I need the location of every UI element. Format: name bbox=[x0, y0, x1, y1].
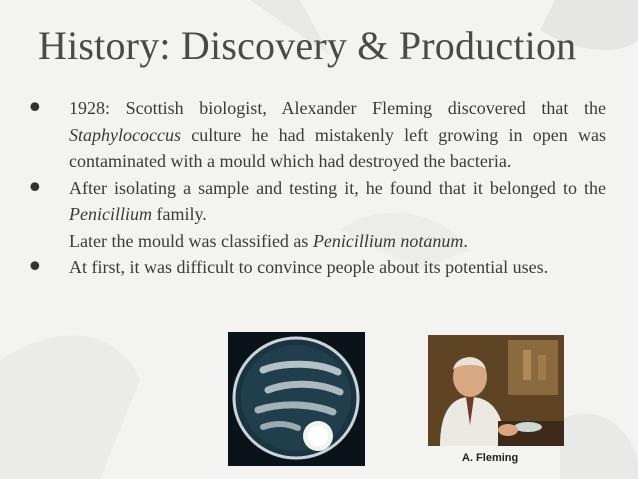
bullet-list bbox=[26, 91, 606, 285]
text-run: . bbox=[463, 230, 468, 251]
text-run: After isolating a sample and testing it, he found that it belonged to the bbox=[69, 177, 606, 198]
text-run: culture he had mistakenly left growing in open was contaminated with a mould which had destroyed the bacteria. bbox=[69, 124, 606, 171]
fleming-portrait-image bbox=[428, 335, 564, 446]
text-run: family. bbox=[151, 204, 207, 224]
petri-dish-image bbox=[228, 332, 365, 466]
bullet-dot-icon: • bbox=[26, 91, 44, 126]
italic-text: Penicillium notanum bbox=[312, 230, 464, 251]
italic-text: Penicillium bbox=[69, 204, 152, 224]
texture-shape bbox=[0, 335, 140, 479]
bullet-text bbox=[69, 95, 606, 175]
texture-shape bbox=[560, 414, 638, 479]
bullet-text bbox=[69, 228, 606, 255]
bullet-dot-icon: • bbox=[26, 250, 44, 285]
bullet-text bbox=[69, 175, 606, 228]
text-run: 1928: Scottish biologist, Alexander Fleming discovered that the bbox=[69, 98, 606, 118]
bullet-dot-icon: • bbox=[26, 170, 44, 206]
slide-title: History: Discovery & Production bbox=[38, 23, 577, 68]
bullet-item bbox=[26, 170, 606, 255]
bullet-item bbox=[26, 91, 606, 175]
portrait-caption: A. Fleming bbox=[462, 452, 519, 464]
italic-text: Staphylococcus bbox=[69, 124, 181, 145]
bullet-item bbox=[26, 250, 606, 285]
text-run: At first, it was difficult to convince people about its potential uses. bbox=[69, 257, 549, 277]
text-run: Later the mould was classified as bbox=[69, 230, 313, 251]
bullet-text bbox=[69, 254, 606, 281]
